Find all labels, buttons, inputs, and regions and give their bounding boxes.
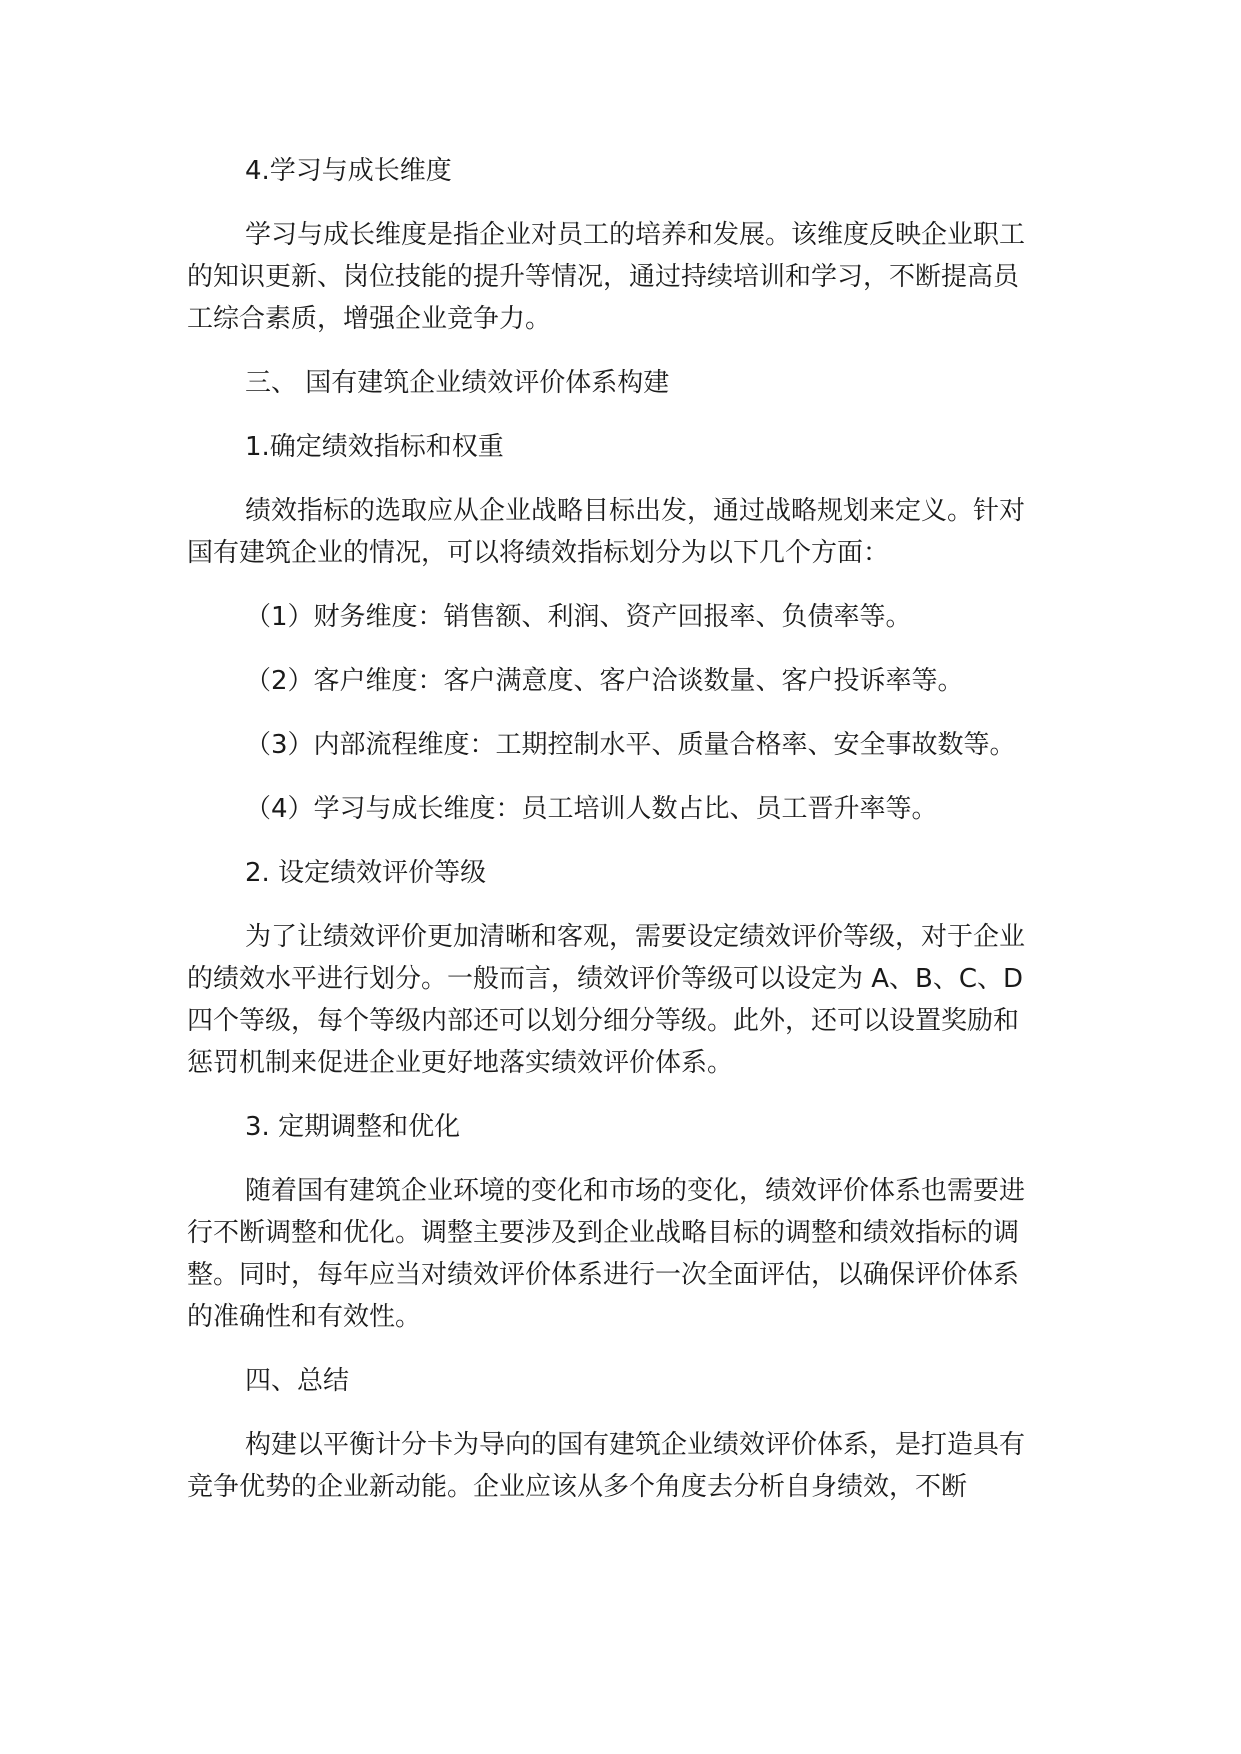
subheading-indicators: 1.确定绩效指标和权重 [245,432,504,462]
list-item-process: （3）内部流程维度：工期控制水平、质量合格率、安全事故数等。 [245,730,1016,760]
heading-learning-growth: 4.学习与成长维度 [245,156,452,186]
section-heading-4: 四、总结 [245,1366,350,1396]
section-heading-3: 三、 国有建筑企业绩效评价体系构建 [245,368,670,398]
paragraph-learning-growth: 学习与成长维度是指企业对员工的培养和发展。该维度反映企业职工的知识更新、岗位技能的提升等情况，通过持续培训和学习，不断提高员工综合素质，增强企业竞争力。 [187,220,1026,334]
subheading-levels: 2. 设定绩效评价等级 [245,858,487,888]
paragraph-levels: 为了让绩效评价更加清晰和客观，需要设定绩效评价等级，对于企业的绩效水平进行划分。一般而言，绩效评价等级可以设定为 A、B、C、D 四个等级，每个等级内部还可以划分细分等级。此外，还可以设置奖励和惩罚机制来促进企业更好地落实绩效评价体系。 [187,922,1026,1078]
paragraph-indicators: 绩效指标的选取应从企业战略目标出发，通过战略规划来定义。针对国有建筑企业的情况，可以将绩效指标划分为以下几个方面： [187,496,1026,568]
paragraph-summary: 构建以平衡计分卡为导向的国有建筑企业绩效评价体系，是打造具有竞争优势的企业新动能。企业应该从多个角度去分析自身绩效，不断 [187,1430,1026,1502]
list-item-customer: （2）客户维度：客户满意度、客户洽谈数量、客户投诉率等。 [245,666,964,696]
list-item-learning: （4）学习与成长维度：员工培训人数占比、员工晋升率等。 [245,794,938,824]
subheading-adjust: 3. 定期调整和优化 [245,1112,461,1142]
document-body [187,150,1037,1508]
list-item-financial: （1）财务维度：销售额、利润、资产回报率、负债率等。 [245,602,912,632]
paragraph-adjust: 随着国有建筑企业环境的变化和市场的变化，绩效评价体系也需要进行不断调整和优化。调整主要涉及到企业战略目标的调整和绩效指标的调整。同时，每年应当对绩效评价体系进行一次全面评估，以确保评价体系的准确性和有效性。 [187,1176,1026,1332]
